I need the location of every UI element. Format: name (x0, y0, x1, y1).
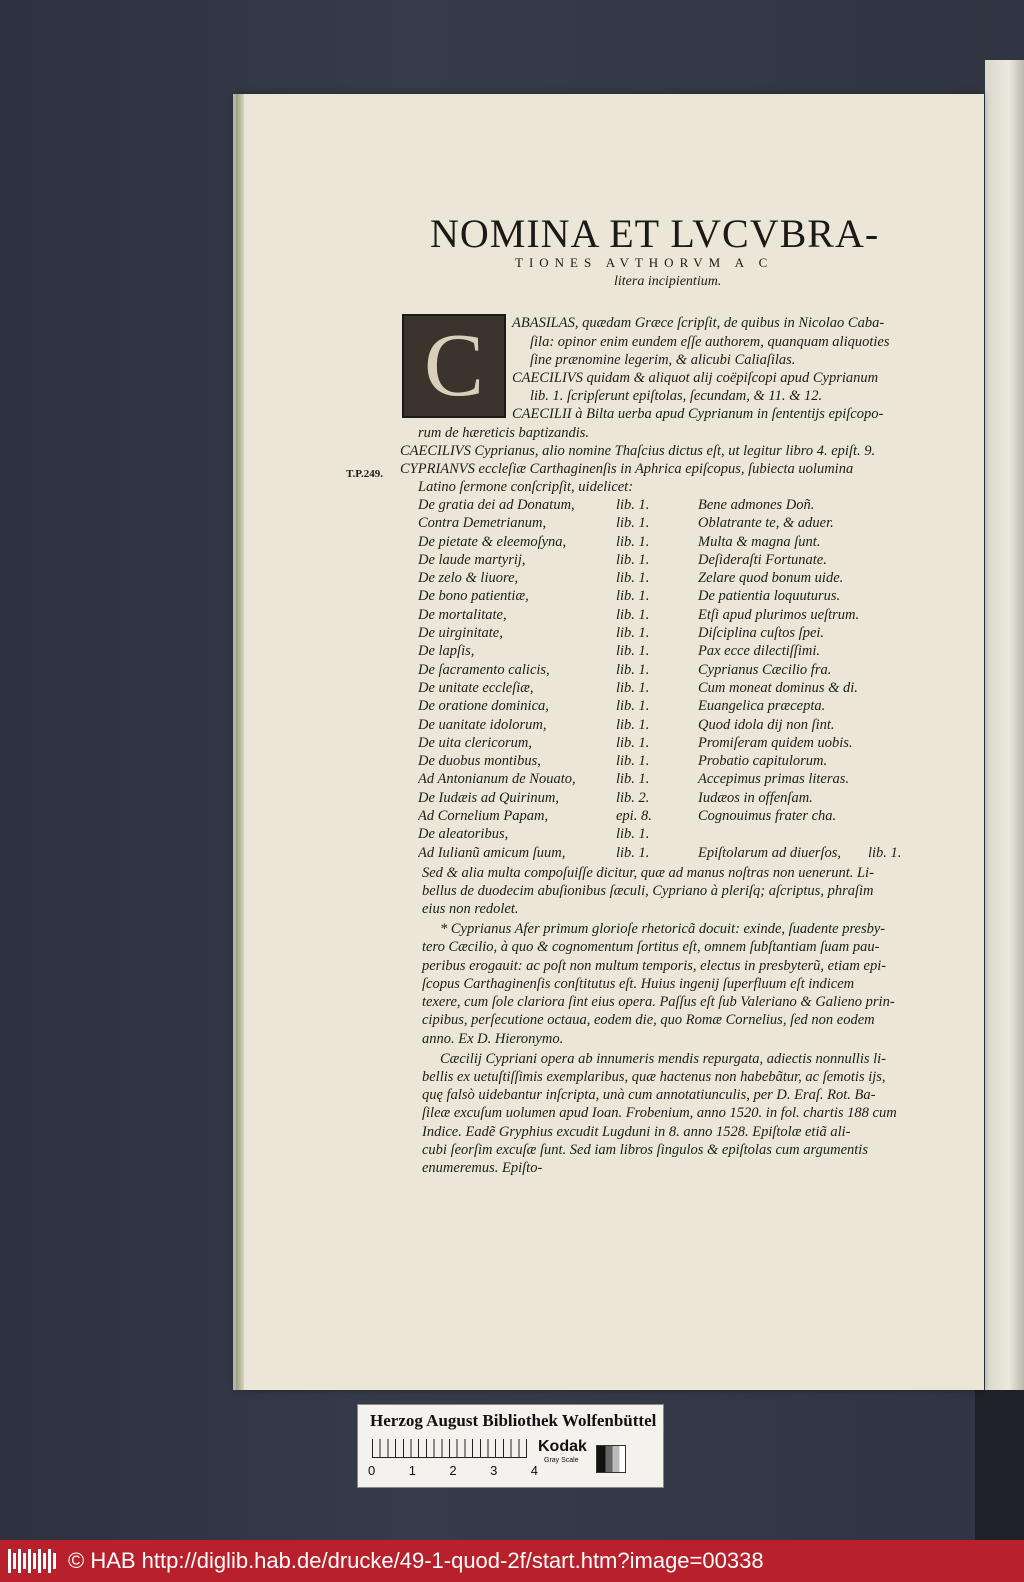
work-row (418, 552, 938, 570)
work-incipit: Bene admones Doñ. (698, 497, 815, 513)
page-subheading: TIONES AVTHORVM A C (515, 255, 774, 270)
text-line: ſileæ excuſum uolumen apud Ioan. Frobenium, anno 1520. in fol. chartis 188 cum (422, 1105, 897, 1121)
decorated-initial (402, 314, 506, 418)
work-extra (868, 662, 918, 680)
work-extra (868, 717, 918, 735)
work-title: De pietate & eleemoſyna, (418, 533, 567, 550)
work-book: lib. 1. (616, 679, 650, 696)
kodak-subtitle: Gray Scale (544, 1457, 579, 1464)
work-book: lib. 1. (616, 771, 650, 788)
work-extra (868, 588, 918, 606)
text-line: eius non redolet. (422, 901, 519, 917)
work-incipit: Epiſtolarum ad diuerſos, (698, 844, 841, 861)
text-line: Cæcilij Cypriani opera ab innumeris mendis repurgata, adiectis nonnullis li- (440, 1051, 886, 1067)
text-line: CYPRIANVS eccleſiæ Carthaginenſis in Aphrica epiſcopus, ſubiecta uolumina (400, 461, 854, 477)
work-incipit: De patientia loquuturus. (698, 588, 841, 605)
work-incipit: Cyprianus Cæcilio fra. (698, 661, 832, 678)
text-line: CAECILII à Bilta uerba apud Cyprianum in ſententijs epiſcopo- (512, 406, 884, 422)
work-book: lib. 1. (616, 643, 650, 660)
text-line: * Cyprianus Afer primum glorioſe rhetoricã docuit: exinde, ſuadente presby- (440, 921, 886, 937)
work-extra (868, 826, 918, 844)
text-line: rum de hæreticis baptizandis. (418, 425, 590, 441)
work-incipit: Quod idola dij non ſint. (698, 716, 835, 733)
work-incipit: Euangelica præcepta. (698, 698, 826, 715)
work-row (418, 771, 938, 789)
work-incipit (698, 826, 868, 844)
text-line: anno. Ex D. Hieronymo. (422, 1031, 564, 1047)
work-title: De aleatoribus, (418, 826, 509, 843)
page-heading: NOMINA ET LVCVBRA- (430, 211, 880, 256)
text-line: CAECILIVS quidam & aliquot alij coëpiſcopi apud Cyprianum (512, 370, 879, 386)
text-line: ABASILAS, quædam Græce ſcripſit, de quibus in Nicolao Caba- (512, 315, 885, 331)
work-book: epi. 8. (616, 808, 652, 825)
work-row (418, 662, 938, 680)
work-book: lib. 1. (616, 734, 650, 751)
work-incipit: Cum moneat dominus & di. (698, 679, 858, 696)
work-book: lib. 1. (616, 698, 650, 715)
work-extra (868, 735, 918, 753)
work-title: De duobus montibus, (418, 753, 541, 770)
ruler-numbers (368, 1463, 538, 1478)
library-label-card (357, 1404, 664, 1488)
work-extra (868, 570, 918, 588)
work-title: De uita clericorum, (418, 734, 532, 751)
work-incipit: Iudæos in offenſam. (698, 789, 813, 806)
work-book: lib. 1. (616, 533, 650, 550)
ruler-number: 1 (408, 1463, 416, 1478)
work-title: De uirginitate, (418, 625, 503, 642)
text-line: bellis ex uetuſtiſſimis exemplaribus, quæ hactenus non habebãtur, ac ſemotis ijs, (422, 1069, 886, 1085)
work-row (418, 570, 938, 588)
work-row (418, 753, 938, 771)
work-title: De bono patientiæ, (418, 588, 529, 605)
text-line: ſcopus Carthaginenſis conſtitutus eſt. Huius ingenij ſuperfluum eſt indicem (422, 976, 855, 992)
work-title: De unitate eccleſiæ, (418, 679, 534, 696)
work-title: De laude martyrij, (418, 551, 526, 568)
text-line: peribus erogauit: ac poſt non multum temporis, electus in presbyterũ, etiam epi- (422, 958, 887, 974)
work-title: De mortalitate, (418, 606, 507, 623)
work-book: lib. 1. (616, 844, 650, 861)
work-extra (868, 790, 918, 808)
ruler-number: 0 (368, 1463, 376, 1478)
work-extra (868, 753, 918, 771)
gray-scale-swatch (596, 1445, 626, 1473)
work-title: De ſacramento calicis, (418, 661, 550, 678)
text-line: ſila: opinor enim eundem eſſe authorem, quanquam aliquoties (530, 334, 890, 350)
library-name: Herzog August Bibliothek Wolfenbüttel (370, 1411, 657, 1430)
work-book: lib. 1. (616, 515, 650, 532)
work-row (418, 735, 938, 753)
work-extra (868, 808, 918, 826)
work-extra (868, 698, 918, 716)
work-book: lib. 1. (616, 661, 650, 678)
work-incipit: Accepimus primas literas. (698, 771, 850, 788)
scale-ruler (372, 1439, 527, 1458)
work-extra (868, 534, 918, 552)
work-title: Contra Demetrianum, (418, 515, 547, 532)
work-row (418, 698, 938, 716)
hab-logo-icon (8, 1547, 56, 1575)
work-book: lib. 1. (616, 753, 650, 770)
footer-bar (0, 1540, 1024, 1582)
work-incipit: Deſideraſti Fortunate. (698, 551, 827, 568)
work-book: lib. 1. (616, 606, 650, 623)
work-title: De zelo & liuore, (418, 570, 519, 587)
text-line: bellus de duodecim abuſionibus ſæculi, Cypriano à pleriſq; aſcriptus, phraſim (422, 883, 874, 899)
work-extra: lib. 1. (868, 844, 902, 861)
binding-shadow (975, 1390, 1024, 1540)
text-line: texere, cum ſole clariora ſint eius opera. Paſſus eſt ſub Valeriano & Galieno prin- (422, 994, 895, 1010)
work-incipit: Promiſeram quidem uobis. (698, 734, 853, 751)
work-row (418, 625, 938, 643)
work-book: lib. 1. (616, 551, 650, 568)
work-row (418, 515, 938, 533)
work-row (418, 826, 938, 844)
work-title: Ad Iulianũ amicum ſuum, (418, 844, 566, 861)
work-extra (868, 643, 918, 661)
ruler-number: 2 (449, 1463, 457, 1478)
work-book: lib. 1. (616, 588, 650, 605)
text-line: cipibus, perſecutione octaua, eodem die, quo Romæ Cornelius, ſed non eodem (422, 1012, 875, 1028)
work-incipit: Zelare quod bonum uide. (698, 570, 844, 587)
margin-note: T.P.249. (346, 468, 383, 480)
work-title: De uanitate idolorum, (418, 716, 547, 733)
work-book: lib. 1. (616, 497, 650, 513)
work-extra (868, 680, 918, 698)
work-extra (868, 625, 918, 643)
work-title: De Iudæis ad Quirinum, (418, 789, 559, 806)
ruler-number: 4 (530, 1463, 538, 1478)
work-extra (868, 515, 918, 533)
work-incipit: Cognouimus frater cha. (698, 808, 837, 825)
work-incipit: Pax ecce dilectiſſimi. (698, 643, 820, 660)
footer-url-text[interactable]: © HAB http://diglib.hab.de/drucke/49-1-quod-2f/start.htm?image=00338 (68, 1548, 764, 1573)
work-extra (868, 607, 918, 625)
work-title: De oratione dominica, (418, 698, 549, 715)
text-line: Latino ſermone conſcripſit, uidelicet: (418, 479, 634, 495)
text-line: CAECILIVS Cyprianus, alio nomine Thaſcius dictus eſt, ut legitur libro 4. epiſt. 9. (400, 443, 876, 459)
text-line: lib. 1. ſcripſerunt epiſtolas, ſecundam, & 11. & 12. (530, 388, 823, 404)
work-row (418, 588, 938, 606)
work-extra (868, 771, 918, 789)
work-title: De gratia dei ad Donatum, (418, 497, 575, 513)
kodak-brand: Kodak (538, 1438, 587, 1455)
text-line: quę falsò uidebantur inſcripta, unà cum annotatiunculis, per D. Eraſ. Rot. Ba- (422, 1087, 876, 1103)
work-incipit: Etſi apud plurimos ueſtrum. (698, 606, 860, 623)
work-book: lib. 2. (616, 789, 650, 806)
text-line: ſine prænomine legerim, & alicubi Caliaſilas. (530, 352, 796, 368)
work-book: lib. 1. (616, 570, 650, 587)
work-incipit: Diſciplina cuſtos ſpei. (698, 625, 825, 642)
work-row (418, 717, 938, 735)
work-row (418, 680, 938, 698)
work-row (418, 790, 938, 808)
works-list (418, 497, 938, 863)
text-line: Indice. Eadẽ Gryphius excudit Lugduni in 8. anno 1528. Epiſtolæ etiã ali- (422, 1124, 851, 1140)
work-extra (868, 497, 918, 515)
work-book: lib. 1. (616, 826, 650, 843)
ruler-number: 3 (490, 1463, 498, 1478)
text-line: cubi ſeorſim excuſæ ſunt. Sed iam libros ſingulos & epiſtolas cum argumentis (422, 1142, 868, 1158)
work-row (418, 808, 938, 826)
work-book: lib. 1. (616, 716, 650, 733)
initial-letter: C (423, 316, 485, 415)
work-title: Ad Cornelium Papam, (418, 808, 549, 825)
page-gilt-edge (236, 94, 244, 1390)
work-book: lib. 1. (616, 625, 650, 642)
page-subheading-line2: litera incipientium. (614, 274, 722, 289)
work-row (418, 497, 938, 515)
text-line: tero Cæcilio, à quo & cognomentum ſortitus eſt, omnem ſubſtantiam ſuam pau- (422, 939, 880, 955)
work-row (418, 607, 938, 625)
facing-page-edge (985, 60, 1024, 1540)
work-row (418, 534, 938, 552)
work-title: De lapſis, (418, 643, 475, 660)
work-extra (868, 552, 918, 570)
work-incipit: Oblatrante te, & aduer. (698, 515, 834, 532)
work-incipit: Multa & magna ſunt. (698, 533, 821, 550)
work-row (418, 845, 938, 863)
text-line: enumeremus. Epiſto- (422, 1160, 543, 1176)
text-line: Sed & alia multa compoſuiſſe dicitur, quæ ad manus noſtras non uenerunt. Li- (422, 865, 874, 881)
work-row (418, 643, 938, 661)
work-title: Ad Antonianum de Nouato, (418, 771, 576, 788)
work-incipit: Probatio capitulorum. (698, 753, 828, 770)
